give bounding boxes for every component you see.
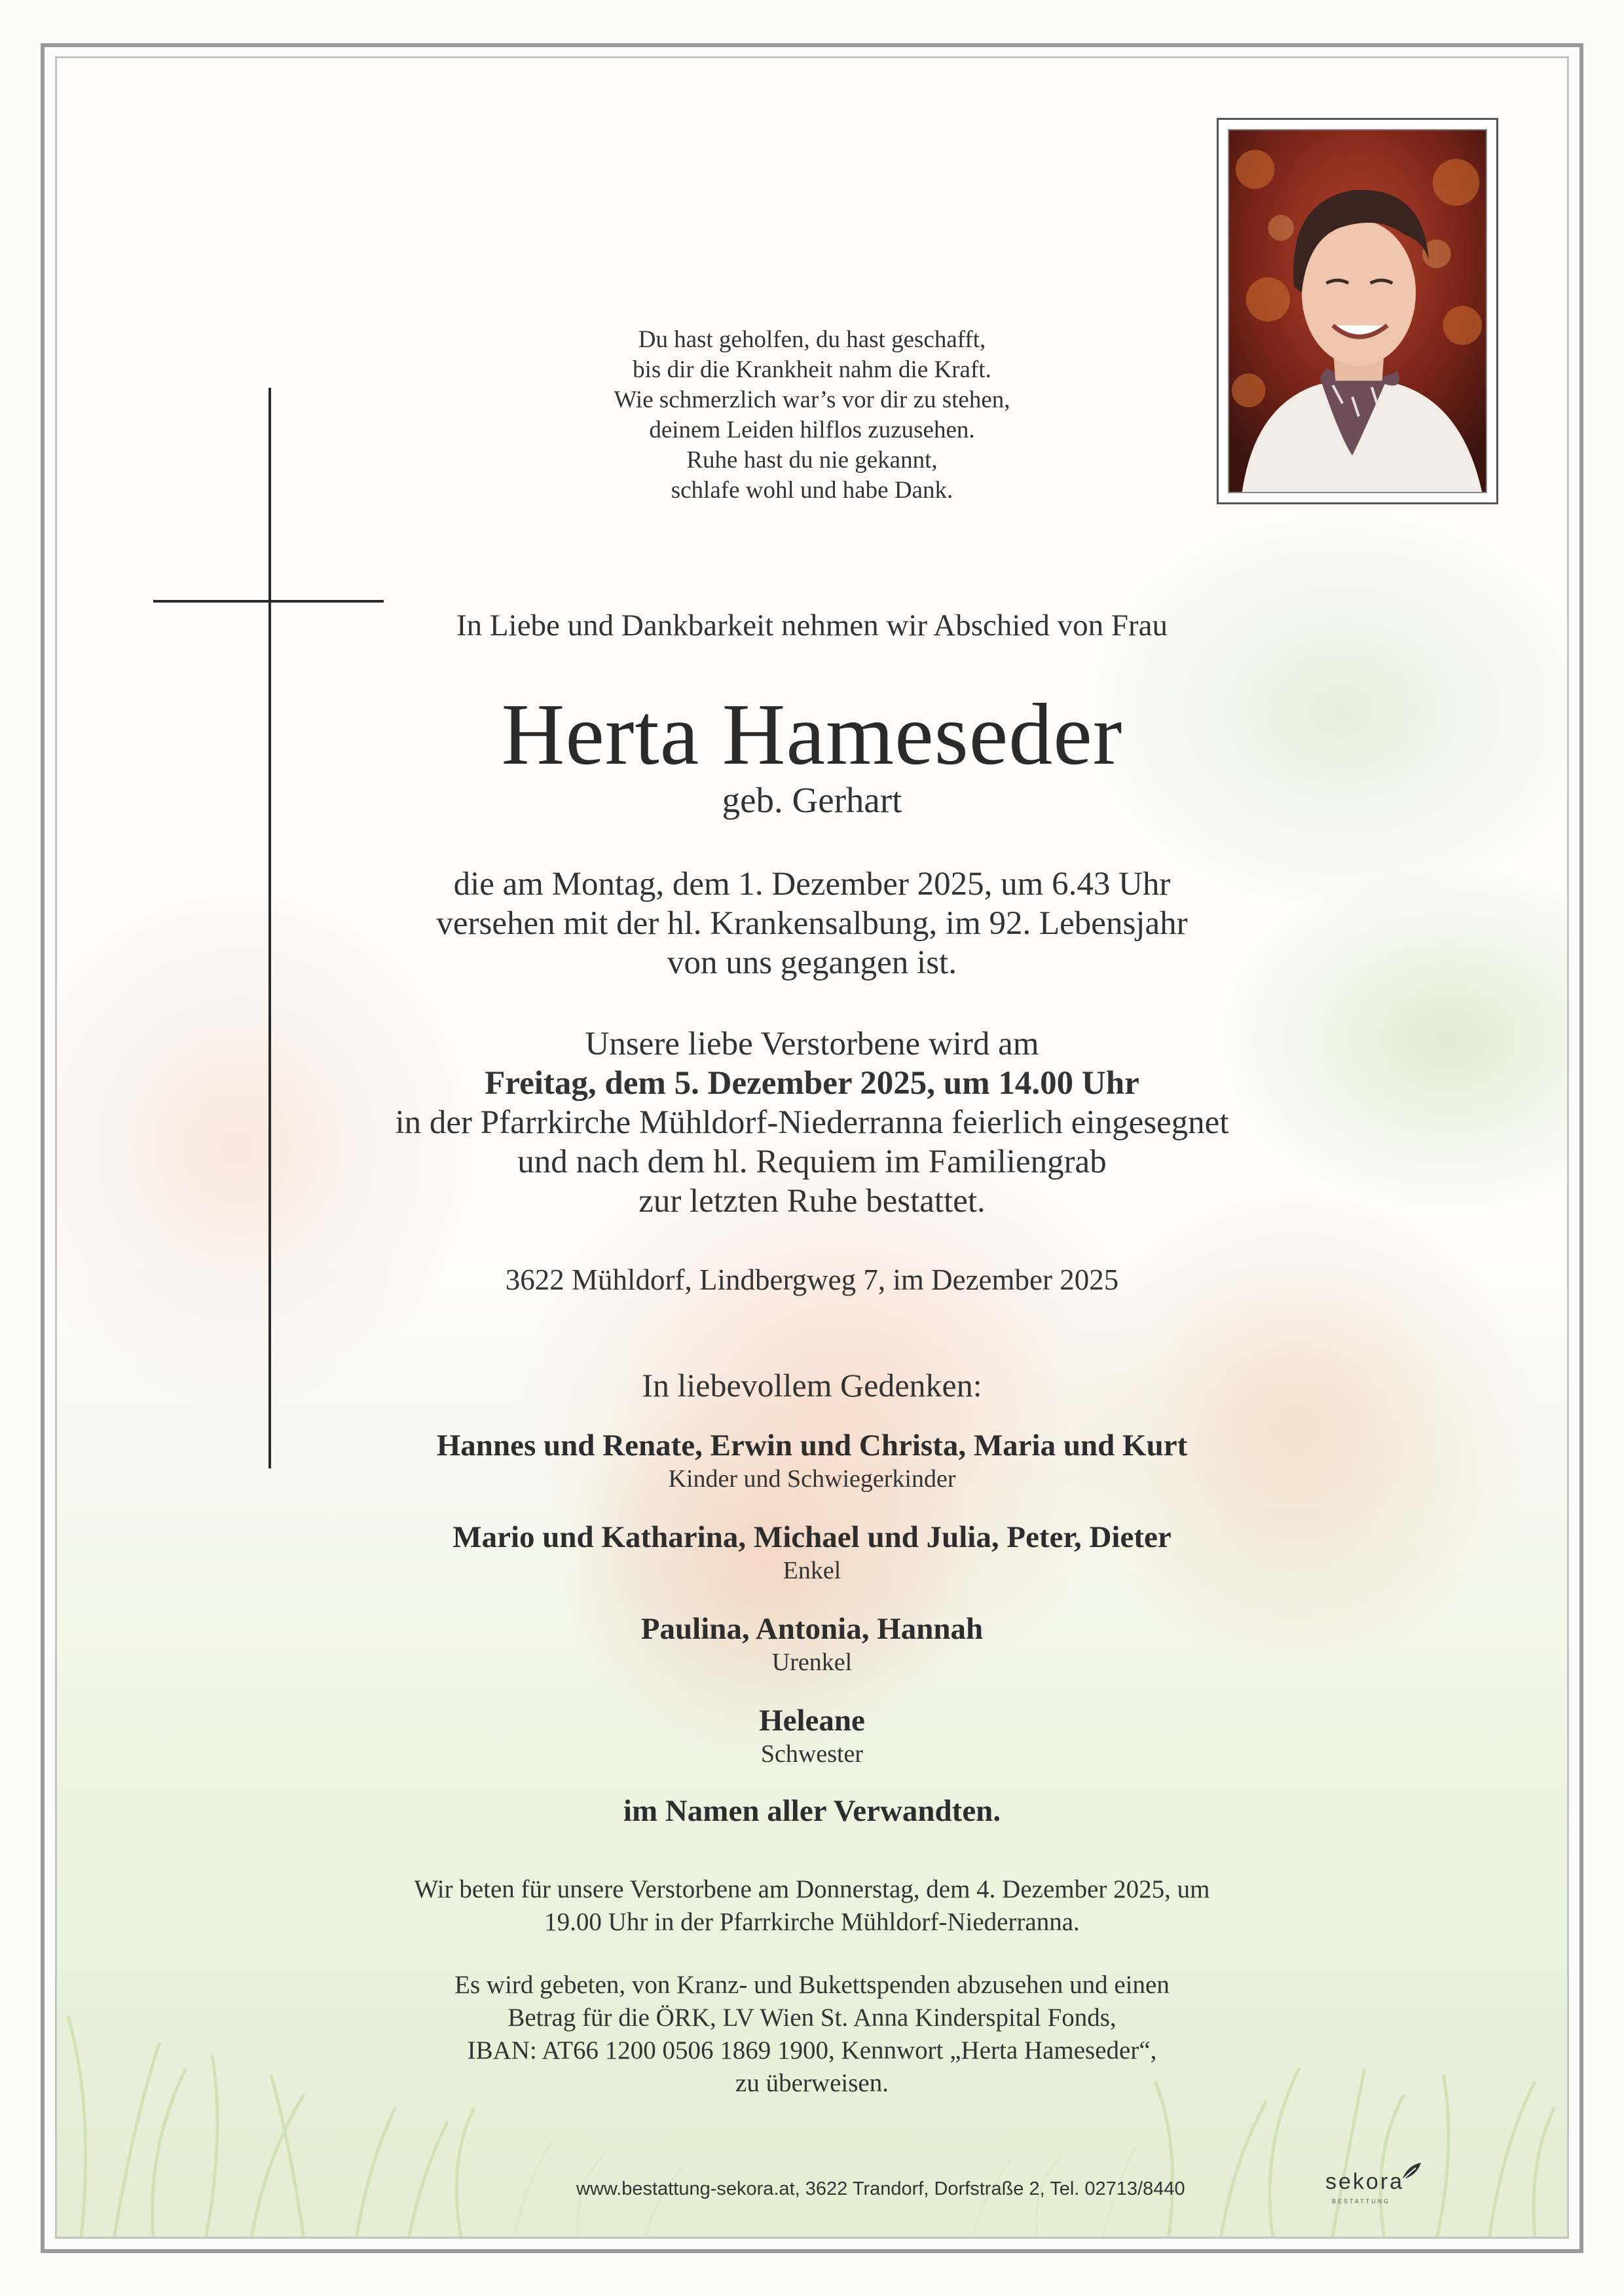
funeral-notice (0, 1024, 1624, 1221)
portrait-photo-frame (1217, 118, 1498, 504)
family-role: Urenkel (771, 1649, 853, 1676)
death-notice (0, 865, 1624, 982)
donation-line: Betrag für die ÖRK, LV Wien St. Anna Kinderspital Fonds, (507, 2004, 1116, 2032)
family-names: Hannes und Renate, Erwin und Christa, Maria und Kurt (436, 1428, 1188, 1463)
place-date: 3622 Mühldorf, Lindbergweg 7, im Dezember 2025 (505, 1263, 1119, 1296)
death-line: von uns gegangen ist. (667, 944, 957, 981)
poem-line: Ruhe hast du nie gekannt, (686, 447, 938, 474)
memorial-poem (511, 325, 1113, 506)
funeral-line: und nach dem hl. Requiem im Familiengrab (517, 1144, 1107, 1180)
prayer-line: Wir beten für unsere Verstorbene am Donnerstag, dem 4. Dezember 2025, um (414, 1875, 1210, 1903)
family-group (0, 1518, 1624, 1585)
funeral-line: Unsere liebe Verstorbene wird am (585, 1026, 1039, 1062)
family-group (0, 1427, 1624, 1493)
death-line: versehen mit der hl. Krankensalbung, im 92. Lebensjahr (436, 905, 1188, 942)
poem-line: deinem Leiden hilflos zuzusehen. (649, 417, 975, 443)
poem-line: schlafe wohl und habe Dank. (671, 477, 953, 504)
funeral-home-logo: sekora (1325, 2169, 1405, 2194)
donation-line: zu überweisen. (735, 2069, 889, 2097)
intro-line: In Liebe und Dankbarkeit nehmen wir Abschied von Frau (456, 608, 1168, 643)
poem-line: bis dir die Krankheit nahm die Kraft. (633, 356, 991, 383)
funeral-date: Freitag, dem 5. Dezember 2025, um 14.00 Uhr (485, 1065, 1139, 1102)
funeral-line: zur letzten Ruhe bestattet. (638, 1183, 986, 1220)
relatives-line: im Namen aller Verwandten. (623, 1794, 1001, 1828)
poem-line: Du hast geholfen, du hast geschafft, (638, 326, 986, 353)
leaf-icon (1401, 2161, 1422, 2181)
birth-name: geb. Gerhart (722, 780, 902, 820)
poem-line: Wie schmerzlich war’s vor dir zu stehen, (614, 386, 1010, 413)
family-names: Mario und Katharina, Michael und Julia, Peter, Dieter (452, 1520, 1172, 1554)
donation-line: Es wird gebeten, von Kranz- und Bukettspenden abzusehen und einen (454, 1971, 1170, 1999)
donation-line: IBAN: AT66 1200 0506 1869 1900, Kennwort „Herta Hameseder“, (467, 2036, 1157, 2064)
family-role: Enkel (783, 1557, 841, 1584)
funeral-home-footer: www.bestattung-sekora.at, 3622 Trandorf, Dorfstraße 2, Tel. 02713/8440 (576, 2178, 1185, 2199)
family-group (0, 1702, 1624, 1768)
prayer-line: 19.00 Uhr in der Pfarrkirche Mühldorf-Niederranna. (544, 1908, 1080, 1936)
donation-notice (0, 1969, 1624, 2100)
deceased-name: Herta Hameseder (501, 686, 1123, 783)
funeral-home-logo-subtitle: BESTATTUNG (1332, 2198, 1391, 2205)
death-line: die am Montag, dem 1. Dezember 2025, um 6.43 Uhr (453, 866, 1171, 903)
cross-icon-horizontal (153, 600, 384, 603)
funeral-line: in der Pfarrkirche Mühldorf-Niederranna feierlich eingesegnet (395, 1104, 1229, 1141)
family-role: Schwester (760, 1740, 864, 1768)
memory-heading: In liebevollem Gedenken: (642, 1367, 982, 1404)
family-group (0, 1610, 1624, 1677)
family-names: Heleane (759, 1704, 865, 1738)
family-role: Kinder und Schwiegerkinder (668, 1465, 956, 1493)
family-names: Paulina, Antonia, Hannah (640, 1612, 984, 1646)
prayer-notice (0, 1873, 1624, 1939)
portrait-photo (1228, 129, 1487, 493)
